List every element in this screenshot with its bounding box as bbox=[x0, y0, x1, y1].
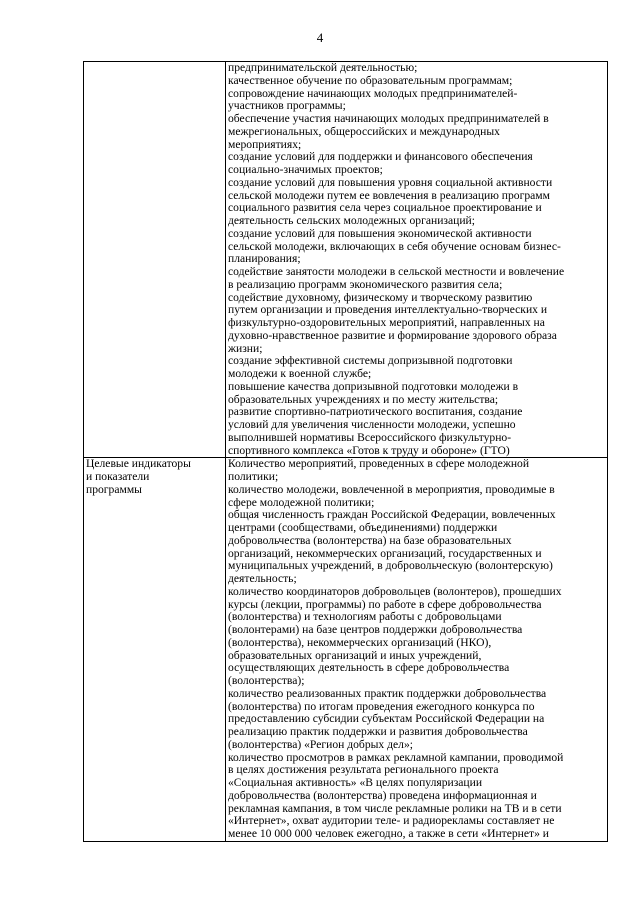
content-line: (волонтерства) «Регион добрых дел»; bbox=[228, 737, 413, 751]
content-line: (волонтерства), некоммерческих организаций (НКО), bbox=[228, 635, 492, 649]
content-line: «Интернет», охват аудитории теле- и радиорекламы составляет не bbox=[228, 814, 555, 828]
row-content-cell bbox=[226, 458, 608, 842]
content-line: образовательных учреждениях и по месту жительства; bbox=[228, 392, 499, 406]
content-line: добровольчества (волонтерства) на базе образовательных bbox=[228, 533, 512, 547]
row-label-line: и показатели bbox=[86, 470, 150, 483]
row-label-line: Целевые индикаторы bbox=[86, 457, 191, 471]
content-line: реализацию практик поддержки и развития добровольчества bbox=[228, 725, 528, 738]
row-label-cell bbox=[84, 458, 226, 842]
content-line: выполнившей нормативы Всероссийского физкультурно- bbox=[228, 430, 512, 444]
content-line: духовно-нравственное развитие и формирование здорового образа bbox=[228, 328, 557, 342]
row-content-cell bbox=[226, 62, 608, 458]
content-line: социально-значимых проектов; bbox=[228, 163, 383, 176]
program-passport-table bbox=[83, 61, 608, 842]
content-line: (волонтерами) на базе центров поддержки добровольчества bbox=[228, 623, 523, 636]
content-line: условий для увеличения численности молодежи, успешно bbox=[228, 418, 516, 431]
content-line: в реализацию программ экономического развития села; bbox=[228, 277, 503, 291]
row-label-cell bbox=[84, 62, 226, 458]
content-line: в целях достижения результата регионального проекта bbox=[228, 763, 499, 777]
content-line: развитие спортивно-патриотического воспитания, создание bbox=[228, 405, 523, 419]
content-line: образовательных организаций и иных учреждений, bbox=[228, 648, 482, 662]
content-line: спортивного комплекса «Готов к труду и обороне» (ГТО) bbox=[228, 443, 510, 457]
content-line: менее 10 000 000 человек ежегодно, а также в сети «Интернет» и bbox=[228, 827, 549, 840]
content-line: предпринимательской деятельностью; bbox=[228, 61, 418, 74]
content-line: обеспечение участия начинающих молодых предпринимателей в bbox=[228, 112, 549, 125]
content-line: количество координаторов добровольцев (волонтеров), прошедших bbox=[228, 584, 562, 598]
content-line: добровольчества (волонтерства) проведена информационная и bbox=[228, 788, 537, 802]
content-line: содействие занятости молодежи в сельской местности и вовлечение bbox=[228, 265, 565, 278]
content-line: повышение качества допризывной подготовки молодежи в bbox=[228, 379, 519, 393]
content-line: межрегиональных, общероссийских и международных bbox=[228, 124, 500, 138]
content-line: центрами (сообществами, объединениями) поддержки bbox=[228, 521, 498, 534]
content-line: организаций, некоммерческих организаций, государственных и bbox=[228, 546, 542, 560]
content-line: создание условий для повышения экономической активности bbox=[228, 226, 532, 240]
content-line: (волонтерства) и технологиям работы с добровольцами bbox=[228, 610, 502, 624]
table-row bbox=[84, 458, 608, 842]
content-line: создание эффективной системы допризывной подготовки bbox=[228, 354, 513, 368]
content-line: создание условий для повышения уровня социальной активности bbox=[228, 175, 553, 189]
content-line: деятельность сельских молодежных организаций; bbox=[228, 214, 475, 227]
content-line: количество реализованных практик поддержки добровольчества bbox=[228, 686, 547, 700]
content-line: количество молодежи, вовлеченной в мероприятия, проводимые в bbox=[228, 482, 555, 496]
content-line: создание условий для поддержки и финансового обеспечения bbox=[228, 150, 533, 164]
content-line: путем организации и проведения интеллектуально-творческих и bbox=[228, 303, 548, 317]
content-line: молодежи к военной службе; bbox=[228, 367, 372, 380]
content-line: курсы (лекции, программы) по работе в сфере добровольчества bbox=[228, 597, 542, 611]
row-label-line: программы bbox=[86, 482, 142, 496]
content-line: планирования; bbox=[228, 252, 301, 266]
content-line: (волонтерства) по итогам проведения ежегодного конкурса по bbox=[228, 699, 535, 713]
content-line: физкультурно-оздоровительных мероприятий, направленных на bbox=[228, 316, 545, 329]
content-line: муниципальных учреждений, в добровольческую (волонтерскую) bbox=[228, 559, 553, 573]
content-line: качественное обучение по образовательным программам; bbox=[228, 73, 513, 87]
content-line: сельской молодежи путем ее вовлечения в реализацию программ bbox=[228, 188, 550, 202]
content-line: осуществляющих деятельность в сфере добровольчества bbox=[228, 661, 510, 675]
content-line: политики; bbox=[228, 470, 279, 483]
table-row bbox=[84, 62, 608, 458]
content-line: сопровождение начинающих молодых предпринимателей- bbox=[228, 86, 518, 100]
content-line: общая численность граждан Российской Федерации, вовлеченных bbox=[228, 508, 556, 522]
content-line: количество просмотров в рамках рекламной кампании, проводимой bbox=[228, 750, 564, 764]
content-line: деятельность; bbox=[228, 572, 297, 585]
content-line: социального развития села через социальное проектирование и bbox=[228, 201, 542, 215]
page-number: 4 bbox=[316, 30, 324, 45]
content-line: мероприятиях; bbox=[228, 137, 302, 151]
content-line: содействие духовному, физическому и творческому развитию bbox=[228, 290, 533, 304]
content-line: (волонтерства); bbox=[228, 674, 305, 687]
content-line: жизни; bbox=[228, 341, 263, 355]
content-line: «Социальная активность» «В целях популяризации bbox=[228, 776, 483, 789]
content-line: сельской молодежи, включающих в себя обучение основам бизнес- bbox=[228, 239, 561, 253]
content-line: рекламная кампания, в том числе рекламные ролики на ТВ и в сети bbox=[228, 801, 562, 815]
content-line: сфере молодежной политики; bbox=[228, 495, 375, 509]
content-line: Количество мероприятий, проведенных в сфере молодежной bbox=[228, 457, 530, 471]
content-line: предоставлению субсидии субъектам Российской Федерации на bbox=[228, 712, 545, 726]
content-line: участников программы; bbox=[228, 99, 346, 113]
